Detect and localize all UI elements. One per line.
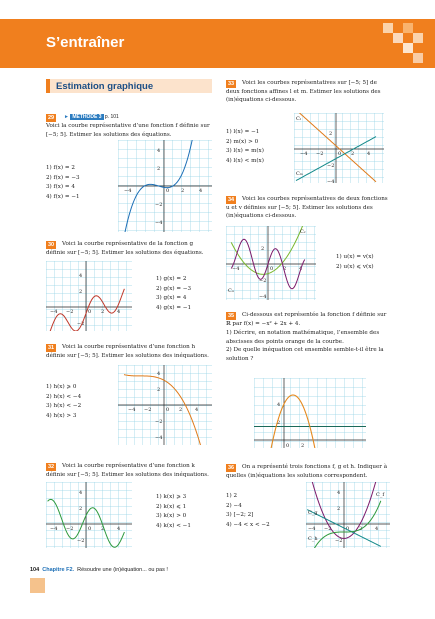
- tick-label: −4: [232, 266, 240, 272]
- tick-label: −2: [259, 278, 267, 284]
- tick-label: −2: [327, 163, 335, 169]
- item: 4) −4 < x < −2: [226, 521, 270, 528]
- tick-label: 4: [367, 151, 371, 157]
- item: 4) h(x) > 3: [46, 412, 77, 419]
- tick-label: 2: [351, 151, 355, 157]
- tick-label: 0: [346, 526, 350, 532]
- tick-label: 2: [337, 506, 341, 512]
- tick-label: 4: [79, 490, 83, 496]
- tick-label: 2: [277, 420, 281, 426]
- item: 4) l(x) < m(x): [226, 157, 264, 164]
- methode-page: p. 101: [104, 114, 119, 120]
- exercise-items: [226, 128, 296, 166]
- tick-label: 0: [270, 266, 274, 272]
- tick-label: 2: [181, 188, 185, 194]
- tick-label: −2: [77, 321, 85, 327]
- tick-label: 2: [157, 387, 161, 393]
- tick-label: 2: [179, 407, 183, 413]
- tick-label: 4: [195, 407, 199, 413]
- exercise-number: 29: [48, 115, 55, 121]
- graph-u-v: [226, 226, 316, 300]
- tick-label: −4: [155, 435, 163, 441]
- item: 3) g(x) = 4: [156, 295, 187, 302]
- item: 1) Décrire, en notation mathématique, l’ensemble des abscisses des points orange de la courbe.: [226, 330, 380, 345]
- tick-label: 2: [329, 131, 333, 137]
- exercise-text: Voici la courbe représentative d’une fonction h définie sur [−5; 5]. Estimer les solutions des inéquations.: [46, 344, 209, 359]
- tick-label: 2: [101, 526, 105, 532]
- item: 3) k(x) > 0: [156, 513, 187, 520]
- exercise-items: [156, 493, 216, 531]
- item: 2) h(x) < −4: [46, 393, 82, 400]
- item: 1) g(x) = 2: [156, 276, 187, 282]
- chapter-label: Chapitre F2.: [42, 567, 75, 573]
- item: 1) k(x) ⩾ 3: [156, 494, 187, 500]
- tick-label: 0: [166, 407, 170, 413]
- curve-label: C_h: [308, 536, 318, 542]
- tick-label: 4: [157, 371, 161, 377]
- methode-link[interactable]: [64, 114, 119, 120]
- exercise-number: 33: [228, 81, 235, 87]
- exercise-text: Ci-dessous est représentée la fonction f définie sur ℝ par f(x) = −x² + 2x + 4.: [226, 312, 387, 327]
- tick-label: −2: [144, 407, 152, 413]
- exercise-number: 30: [48, 242, 55, 248]
- tick-label: 2: [261, 246, 265, 252]
- item: 3) l(x) = m(x): [226, 148, 264, 155]
- exercise-items: [156, 275, 216, 313]
- section-title: Estimation graphique: [46, 79, 212, 93]
- tick-label: 4: [299, 266, 303, 272]
- item: 2) g(x) = −3: [156, 285, 192, 292]
- curve-label: Cᵤ: [228, 288, 234, 294]
- item: 1) u(x) = v(x): [336, 254, 374, 260]
- page-title: S’entraîner: [46, 34, 125, 51]
- graph-h: [118, 365, 212, 445]
- exercise-text: Voici les courbes représentatives sur [−5; 5] de deux fonctions affines l et m. Estimer les solutions des (in)équations ci-dessous.: [226, 80, 381, 104]
- item: 4) g(x) = −1: [156, 304, 192, 311]
- item: 1) h(x) ⩾ 0: [46, 384, 77, 390]
- methode-tag: MÉTHODE 3: [72, 114, 102, 120]
- graph-f: [118, 140, 212, 232]
- deco-square: [403, 43, 413, 53]
- tick-label: −4: [124, 188, 132, 194]
- page-number: 104: [30, 567, 40, 573]
- tick-label: 0: [88, 526, 92, 532]
- item: 4) k(x) < −1: [156, 522, 191, 529]
- exercise-number: 34: [228, 197, 235, 203]
- chapter-title: Résoudre une (in)équation... ou pas !: [77, 567, 168, 573]
- item: 2) k(x) ⩽ 1: [156, 503, 187, 510]
- exercise-text: Voici la courbe représentative d’une fonction f définie sur [−5; 5]. Estimer les solutions des équations.: [46, 123, 210, 138]
- tick-label: 2: [283, 266, 287, 272]
- curve-label: Cₘ: [296, 171, 303, 177]
- exercise-text: Voici la courbe représentative d’une fonction k définie sur [−5; 5]. Estimer les solutions des inéquations.: [46, 463, 209, 478]
- tick-label: −2: [155, 202, 163, 208]
- tick-label: −4: [50, 309, 58, 315]
- item: 2) m(x) > 0: [226, 138, 259, 145]
- curve-label: C_g: [308, 510, 318, 516]
- tick-label: 4: [337, 490, 341, 496]
- item: 3) [−2; 2]: [226, 512, 254, 519]
- tick-label: −4: [128, 407, 136, 413]
- tick-label: 4: [117, 526, 121, 532]
- graph-g: [46, 261, 132, 331]
- tick-label: −2: [77, 538, 85, 544]
- item: 3) h(x) < −2: [46, 403, 82, 410]
- item: 4) f(x) = −1: [46, 193, 80, 200]
- deco-square: [383, 23, 393, 33]
- exercise-number: 35: [228, 313, 235, 319]
- curve-label: C_f: [376, 492, 385, 498]
- tick-label: −2: [66, 309, 74, 315]
- tick-label: −4: [259, 294, 267, 300]
- graph-l-m: [294, 113, 384, 183]
- tick-label: 0: [166, 188, 170, 194]
- item: 2) De quelle inéquation cet ensemble semble-t-il être la solution ?: [226, 347, 384, 363]
- graph-k: [46, 482, 132, 548]
- item: 1) 2: [226, 493, 238, 499]
- tick-label: 4: [375, 526, 379, 532]
- tick-label: −2: [324, 526, 332, 532]
- item: 2) u(x) ⩽ v(x): [336, 263, 374, 270]
- exercise-items: [226, 492, 296, 530]
- curve-label: Cₗ: [296, 116, 302, 122]
- item: 2) f(x) = −3: [46, 174, 80, 181]
- tick-label: −4: [155, 220, 163, 226]
- tick-label: −4: [327, 179, 335, 183]
- tick-label: 2: [359, 526, 363, 532]
- deco-square: [403, 23, 413, 33]
- exercise-number: 32: [48, 464, 55, 470]
- deco-square: [393, 33, 403, 43]
- item: 3) f(x) = 4: [46, 184, 75, 191]
- exercise-text: Voici la courbe représentative de la fonction g définie sur [−5; 5]. Estimer les solutions des équations.: [46, 241, 204, 256]
- exercise-items: [46, 164, 116, 202]
- tick-label: 0: [88, 309, 92, 315]
- graph-f-g-h: [306, 482, 390, 548]
- arrow-icon: ►: [64, 114, 69, 120]
- tick-label: −2: [66, 526, 74, 532]
- tick-label: 4: [79, 273, 83, 279]
- exercise-number: 31: [48, 345, 55, 351]
- exercise-items: [226, 329, 392, 364]
- footer-square: [30, 578, 45, 593]
- tick-label: 2: [79, 506, 83, 512]
- tick-label: 2: [79, 289, 83, 295]
- tick-label: −4: [300, 151, 308, 157]
- tick-label: −4: [50, 526, 58, 532]
- exercise-items: [336, 253, 406, 272]
- deco-square: [413, 53, 423, 63]
- curve-label: Cᵥ: [300, 229, 306, 235]
- exercise-text: Voici les courbes représentatives de deux fonctions u et v définies sur [−5; 5]. Estimer les solutions des (in)équations ci-dessous.: [226, 196, 388, 220]
- exercise-number: 36: [228, 465, 235, 471]
- tick-label: 0: [286, 443, 290, 448]
- tick-label: −2: [316, 151, 324, 157]
- exercise-items: [46, 383, 116, 421]
- item: 2) −4: [226, 502, 242, 509]
- tick-label: −4: [308, 526, 316, 532]
- tick-label: 2: [101, 309, 105, 315]
- tick-label: 2: [301, 443, 305, 448]
- tick-label: 4: [199, 188, 203, 194]
- tick-label: 4: [277, 402, 281, 408]
- exercise-text: On a représenté trois fonctions f, g et h. Indiquer à quelles (in)équations les solutions correspondent.: [226, 464, 388, 479]
- tick-label: −2: [335, 538, 343, 544]
- tick-label: 2: [157, 166, 161, 172]
- footer: [30, 567, 168, 573]
- tick-label: −2: [155, 419, 163, 425]
- graph-parabola: [254, 378, 366, 448]
- deco-square: [413, 33, 423, 43]
- tick-label: 0: [338, 151, 342, 157]
- item: 1) l(x) = −1: [226, 129, 260, 135]
- tick-label: 4: [157, 148, 161, 154]
- tick-label: 4: [117, 309, 121, 315]
- item: 1) f(x) = 2: [46, 165, 75, 171]
